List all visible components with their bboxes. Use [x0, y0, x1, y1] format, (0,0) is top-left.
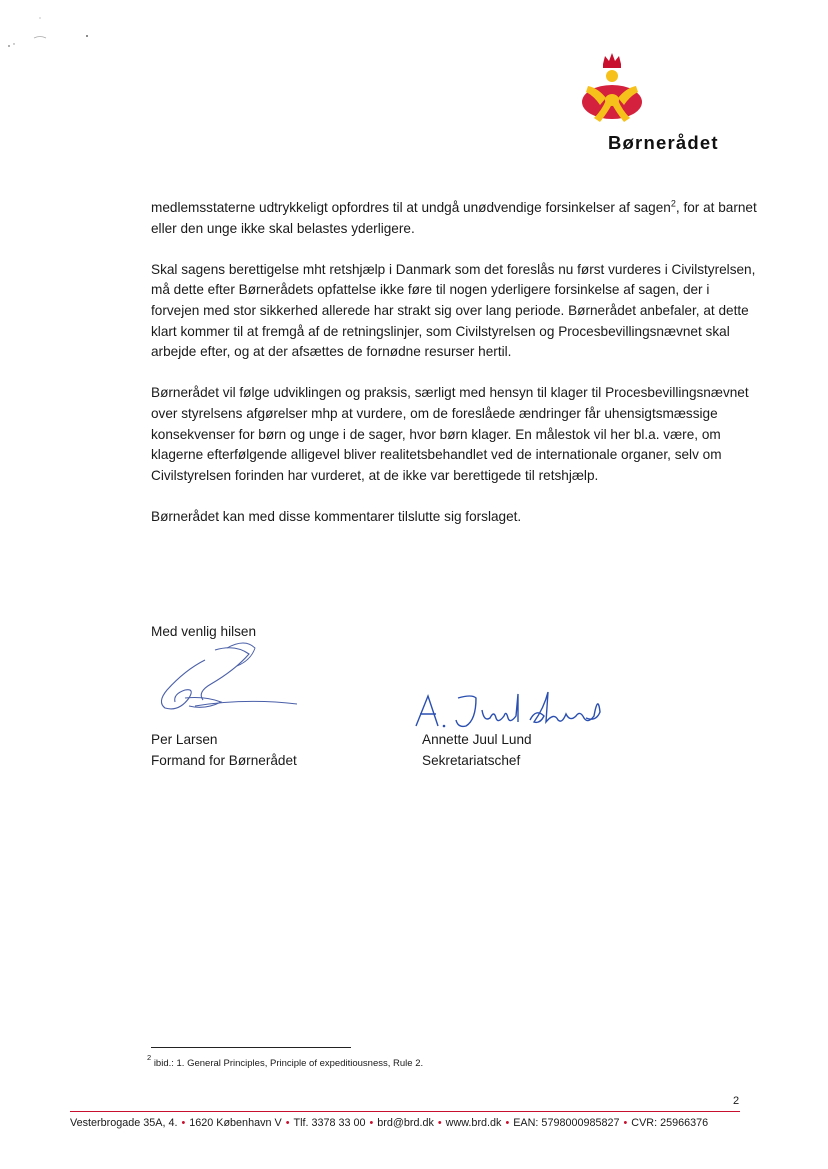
signer-left [151, 730, 297, 771]
footer-email: brd@brd.dk [377, 1117, 434, 1129]
footer-cvr: CVR: 25966376 [631, 1117, 709, 1129]
scan-specks [0, 0, 100, 60]
signature-annette-juul-lund [410, 688, 610, 733]
footer-address: Vesterbrogade 35A, 4. [70, 1117, 178, 1129]
paragraph-4: Børnerådet kan med disse kommentarer tilslutte sig forslaget. [151, 508, 522, 524]
footer-separator-icon: • [505, 1117, 510, 1129]
footnote-rule [151, 1047, 351, 1048]
signer-left-name: Per Larsen [151, 732, 218, 747]
signature-per-larsen [145, 640, 305, 720]
signer-right-name: Annette Juul Lund [422, 732, 532, 747]
footer-separator-icon: • [285, 1117, 290, 1129]
paragraph-3: Børnerådet vil følge udviklingen og praksis, særligt med hensyn til klager til Procesbevillingsnævnet over styrelsens afgørelser mhp at vurdere, om de foreslåede ændringer får uhensigtsmæssige konsekvenser for børn og unge i de sager, hvor børn klager. En målestok vil her bl.a. være, om klagerne efterfølgende alligevel bliver realitetsbehandlet ved de internationale organer, selv om Civilstyrelsen forinden har vurderet, at de ikke var berettigede til retshjælp. [151, 385, 749, 483]
footer-separator-icon: • [369, 1117, 374, 1129]
footer-separator-icon: • [181, 1117, 186, 1129]
paragraph-1: medlemsstaterne udtrykkeligt opfordres til at undgå unødvendige forsinkelser af sagen$^2$, for at barnet eller den unge ikke skal belastes yderligere. [151, 198, 757, 236]
footer-separator-icon: • [437, 1117, 442, 1129]
footer-city: 1620 København V [189, 1117, 282, 1129]
signer-right [422, 730, 532, 771]
signer-left-title: Formand for Børnerådet [151, 752, 297, 768]
footnote [147, 1052, 424, 1069]
footer-separator-icon: • [623, 1117, 628, 1129]
signer-right-title: Sekretariatschef [422, 752, 521, 768]
footer-website: www.brd.dk [445, 1117, 502, 1129]
footnote-number: 2 [147, 1052, 152, 1062]
footer-contact [70, 1117, 740, 1129]
footnote-text: ibid.: 1. General Principles, Principle of expeditiousness, Rule 2. [153, 1058, 424, 1069]
footnote-ref: 2 [670, 198, 676, 209]
brand-name: Børnerådet [608, 132, 719, 153]
footer-phone: Tlf. 3378 33 00 [293, 1117, 366, 1129]
footer-rule [70, 1111, 740, 1112]
page-number: 2 [733, 1095, 740, 1107]
closing-greeting: Med venlig hilsen [151, 624, 257, 639]
paragraph-2: Skal sagens berettigelse mht retshjælp i Danmark som det foreslås nu først vurderes i Civilstyrelsen, må dette efter Børnerådets opfattelse ikke føre til nogen yderligere forsinkelse af sagen, der i forvejen med stor sikkerhed allerede har strakt sig over lang periode. Børnerådet anbefaler, at dette klart kommer til at fremgå af de retningslinjer, som Civilstyrelsen og Procesbevillingsnævnet skal arbejde efter, og at der afsættes de fornødne resurser hertil. [151, 261, 756, 360]
brd-logo-icon [580, 50, 650, 130]
footer-ean: EAN: 5798000985827 [513, 1117, 620, 1129]
letter-body [151, 198, 761, 548]
